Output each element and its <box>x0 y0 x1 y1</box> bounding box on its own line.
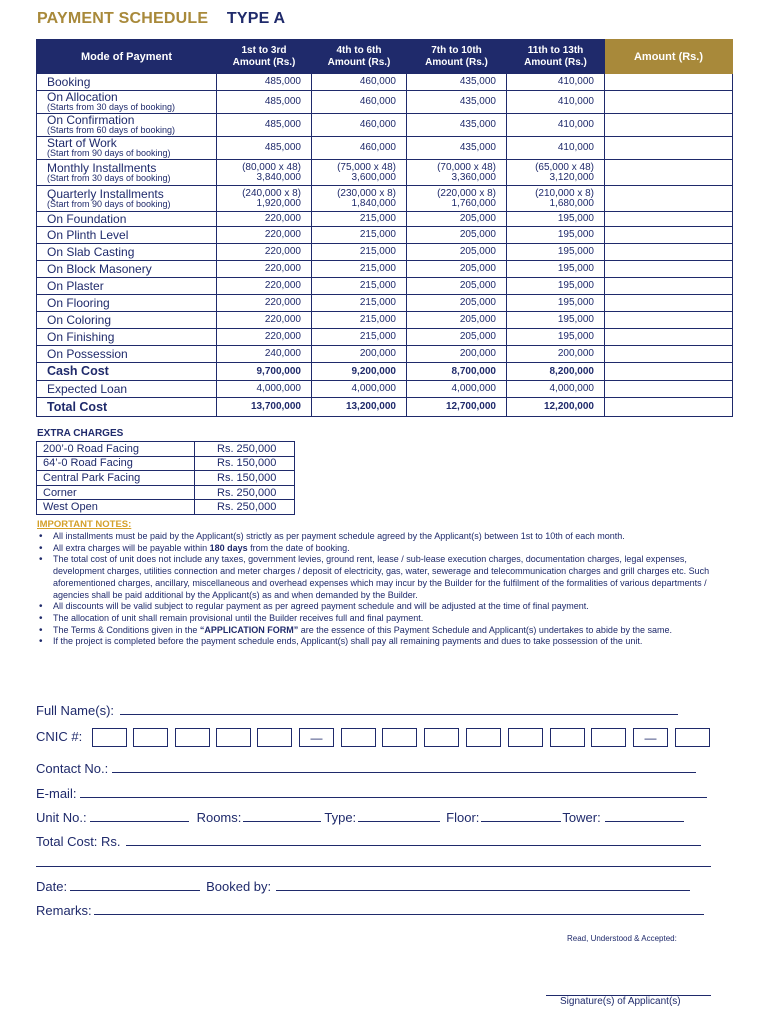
amount-input-cell[interactable] <box>605 312 733 329</box>
row-label-text: Cash Cost <box>47 364 109 378</box>
table-row <box>37 186 733 212</box>
cell-col-1: 240,000 <box>217 346 312 363</box>
cnic-digit-box[interactable] <box>675 728 710 747</box>
row-label <box>37 295 217 312</box>
cell-col-4: 410,000 <box>507 91 605 114</box>
table-row <box>37 295 733 312</box>
amount-input-cell[interactable] <box>605 91 733 114</box>
header-col-2: 4th to 6th Amount (Rs.) <box>312 40 407 74</box>
note-item: • All discounts will be valid subject to regular payment as per agreed payment schedule and will be adjusted at the time of final payment. <box>37 601 727 613</box>
cnic-digit-box[interactable] <box>424 728 459 747</box>
row-label-text: On Coloring <box>47 312 112 327</box>
payment-schedule-table <box>36 39 733 417</box>
cell-col-4: (210,000 x 8) 1,680,000 <box>507 186 605 212</box>
extra-charges-table <box>36 441 295 515</box>
table-row <box>37 212 733 227</box>
row-label <box>37 160 217 186</box>
cell-col-3: 8,700,000 <box>407 363 507 381</box>
cell-col-1: 220,000 <box>217 312 312 329</box>
type-label: Type: <box>324 810 357 825</box>
row-label-text: On Confirmation <box>47 113 135 127</box>
amount-input-cell[interactable] <box>605 346 733 363</box>
extra-charge-price: Rs. 250,000 <box>195 500 295 515</box>
row-label-text: Start of Work <box>47 136 117 150</box>
email-label: E-mail: <box>36 786 77 801</box>
amount-input-cell[interactable] <box>605 114 733 137</box>
row-label-text: On Slab Casting <box>47 244 135 259</box>
full-name-row <box>36 703 678 718</box>
header-amount: Amount (Rs.) <box>605 40 733 74</box>
cell-col-2: 215,000 <box>312 227 407 244</box>
unit-field[interactable] <box>90 821 189 822</box>
extra-charge-label: West Open <box>37 500 195 515</box>
cnic-label-row <box>36 729 82 744</box>
cell-col-2: 215,000 <box>312 278 407 295</box>
row-label-text: On Finishing <box>47 329 115 344</box>
cell-col-1: 485,000 <box>217 114 312 137</box>
table-row <box>37 227 733 244</box>
cell-col-3: 435,000 <box>407 114 507 137</box>
cell-col-4: 410,000 <box>507 114 605 137</box>
cell-col-1: 485,000 <box>217 74 312 91</box>
cell-col-2: 460,000 <box>312 137 407 160</box>
cell-col-1: 220,000 <box>217 295 312 312</box>
amount-input-cell[interactable] <box>605 329 733 346</box>
contact-label: Contact No.: <box>36 761 109 776</box>
cell-col-1: (240,000 x 8) 1,920,000 <box>217 186 312 212</box>
amount-input-cell[interactable] <box>605 295 733 312</box>
header-col-3: 7th to 10th Amount (Rs.) <box>407 40 507 74</box>
cell-col-1: 220,000 <box>217 244 312 261</box>
notes-title: IMPORTANT NOTES: <box>37 519 132 530</box>
table-row <box>37 244 733 261</box>
cell-col-3: 200,000 <box>407 346 507 363</box>
cnic-digit-box[interactable] <box>257 728 292 747</box>
cell-col-3: 205,000 <box>407 261 507 278</box>
extra-charge-row <box>37 442 295 457</box>
cell-col-4: 195,000 <box>507 312 605 329</box>
row-label-text: Total Cost <box>47 399 108 414</box>
total-cost-label: Total Cost: Rs. <box>36 834 121 849</box>
cnic-digit-box[interactable] <box>466 728 501 747</box>
cell-col-2: 460,000 <box>312 114 407 137</box>
extra-charge-price: Rs. 150,000 <box>195 456 295 471</box>
row-label-text: Monthly Installments <box>47 160 157 175</box>
amount-input-cell[interactable] <box>605 244 733 261</box>
amount-input-cell[interactable] <box>605 74 733 91</box>
row-label <box>37 381 217 398</box>
note-item: • All installments must be paid by the Applicant(s) strictly as per payment schedule agreed by the Applicant(s) between 1st to 10th of each month. <box>37 531 727 543</box>
title-main: PAYMENT SCHEDULE <box>37 10 209 27</box>
amount-input-cell[interactable] <box>605 212 733 227</box>
date-row <box>36 879 690 894</box>
cell-col-4: 195,000 <box>507 212 605 227</box>
notes-list <box>37 531 727 648</box>
cell-col-1: 220,000 <box>217 212 312 227</box>
table-row <box>37 346 733 363</box>
row-label-text: On Possession <box>47 346 128 361</box>
cell-col-4: 410,000 <box>507 74 605 91</box>
type-field[interactable] <box>358 821 440 822</box>
row-label <box>37 312 217 329</box>
cell-col-1: 485,000 <box>217 137 312 160</box>
table-row <box>37 381 733 398</box>
cell-col-2: (75,000 x 48) 3,600,000 <box>312 160 407 186</box>
cell-col-4: 195,000 <box>507 227 605 244</box>
cell-col-4: 8,200,000 <box>507 363 605 381</box>
cell-col-4: 195,000 <box>507 244 605 261</box>
row-label <box>37 363 217 381</box>
extra-charge-row <box>37 485 295 500</box>
row-label <box>37 244 217 261</box>
row-sublabel: (Start from 90 days of booking) <box>47 148 171 158</box>
note-item: • If the project is completed before the payment schedule ends, Applicant(s) shall pay all remaining payments and dues to take possession of the unit. <box>37 636 727 648</box>
unit-label: Unit No.: <box>36 810 87 825</box>
row-label-text: On Flooring <box>47 295 110 310</box>
row-label-text: On Allocation <box>47 90 118 104</box>
table-row <box>37 114 733 137</box>
cell-col-1: 485,000 <box>217 91 312 114</box>
cell-col-2: 215,000 <box>312 212 407 227</box>
table-row <box>37 91 733 114</box>
extra-charge-label: Corner <box>37 485 195 500</box>
cell-col-2: 460,000 <box>312 91 407 114</box>
table-row <box>37 278 733 295</box>
cell-col-3: 12,700,000 <box>407 398 507 417</box>
cell-col-2: (230,000 x 8) 1,840,000 <box>312 186 407 212</box>
cnic-digit-box[interactable] <box>175 728 210 747</box>
row-label-text: On Foundation <box>47 211 127 226</box>
row-label-text: Quarterly Installments <box>47 186 164 201</box>
cell-col-4: 195,000 <box>507 261 605 278</box>
extra-charges-title: EXTRA CHARGES <box>37 428 124 439</box>
signature-label: Signature(s) of Applicant(s) <box>560 996 681 1007</box>
tower-label: Tower: <box>562 810 601 825</box>
email-field[interactable] <box>80 797 707 798</box>
cell-col-4: 195,000 <box>507 278 605 295</box>
unit-row <box>36 810 684 825</box>
cell-col-3: 4,000,000 <box>407 381 507 398</box>
cnic-digit-box[interactable] <box>508 728 543 747</box>
row-label <box>37 137 217 160</box>
row-label <box>37 278 217 295</box>
row-label-text: On Plinth Level <box>47 227 129 242</box>
cell-col-3: 435,000 <box>407 137 507 160</box>
row-label <box>37 329 217 346</box>
cell-col-2: 215,000 <box>312 329 407 346</box>
extra-charge-row <box>37 500 295 515</box>
table-row <box>37 74 733 91</box>
full-name-label: Full Name(s): <box>36 703 115 718</box>
cell-col-4: 12,200,000 <box>507 398 605 417</box>
total-cost-row <box>36 834 701 849</box>
cnic-label: CNIC #: <box>36 729 83 744</box>
table-row <box>37 329 733 346</box>
amount-input-cell[interactable] <box>605 160 733 186</box>
tower-field[interactable] <box>605 821 684 822</box>
cell-col-2: 9,200,000 <box>312 363 407 381</box>
date-label: Date: <box>36 879 68 894</box>
cnic-dash: — <box>299 728 334 747</box>
extra-charge-price: Rs. 250,000 <box>195 442 295 457</box>
read-understood-accepted: Read, Understood & Accepted: <box>567 934 677 943</box>
row-label <box>37 398 217 417</box>
amount-input-cell[interactable] <box>605 227 733 244</box>
rooms-field[interactable] <box>243 821 321 822</box>
note-item: • The Terms & Conditions given in the “APPLICATION FORM” are the essence of this Payment Schedule and Applicant(s) undertakes to abide by the same. <box>37 625 727 637</box>
extra-charge-row <box>37 471 295 486</box>
cell-col-1: 220,000 <box>217 227 312 244</box>
header-col-1: 1st to 3rd Amount (Rs.) <box>217 40 312 74</box>
cell-col-4: 200,000 <box>507 346 605 363</box>
row-sublabel: (Start from 30 days of booking) <box>47 172 171 183</box>
row-label <box>37 212 217 227</box>
cell-col-3: (70,000 x 48) 3,360,000 <box>407 160 507 186</box>
row-sublabel: (Starts from 30 days of booking) <box>47 102 176 112</box>
cell-col-1: 13,700,000 <box>217 398 312 417</box>
title-type: TYPE A <box>226 10 286 27</box>
cell-col-4: 4,000,000 <box>507 381 605 398</box>
total-cost-field[interactable] <box>126 845 701 846</box>
cell-col-3: 435,000 <box>407 74 507 91</box>
booked-by-field[interactable] <box>276 890 690 891</box>
cell-col-1: 4,000,000 <box>217 381 312 398</box>
amount-input-cell[interactable] <box>605 137 733 160</box>
row-label <box>37 346 217 363</box>
amount-input-cell[interactable] <box>605 381 733 398</box>
amount-input-cell[interactable] <box>605 261 733 278</box>
cell-col-1: 220,000 <box>217 329 312 346</box>
cell-col-3: (220,000 x 8) 1,760,000 <box>407 186 507 212</box>
extra-charge-price: Rs. 250,000 <box>195 485 295 500</box>
table-row <box>37 363 733 381</box>
cell-col-3: 205,000 <box>407 312 507 329</box>
cell-col-3: 205,000 <box>407 278 507 295</box>
note-item: • The allocation of unit shall remain provisional until the Builder receives full and final payment. <box>37 613 727 625</box>
cnic-digit-box[interactable] <box>216 728 251 747</box>
remarks-label: Remarks: <box>36 903 92 918</box>
row-label <box>37 74 217 91</box>
cell-col-2: 215,000 <box>312 244 407 261</box>
total-cost-field-extra-line[interactable] <box>36 866 711 867</box>
floor-label: Floor: <box>446 810 480 825</box>
row-label-text: Expected Loan <box>47 381 128 396</box>
rooms-label: Rooms: <box>196 810 242 825</box>
extra-charge-row <box>37 456 295 471</box>
cell-col-4: 195,000 <box>507 295 605 312</box>
amount-input-cell[interactable] <box>605 398 733 417</box>
cnic-digit-box[interactable] <box>382 728 417 747</box>
table-row <box>37 137 733 160</box>
cell-col-1: 220,000 <box>217 278 312 295</box>
contact-field[interactable] <box>112 772 696 773</box>
email-row <box>36 786 707 801</box>
cnic-dash: — <box>633 728 668 747</box>
row-label-text: On Plaster <box>47 278 104 293</box>
extra-charge-label: 200’-0 Road Facing <box>37 442 195 457</box>
cell-col-3: 205,000 <box>407 244 507 261</box>
note-item: • All extra charges will be payable within 180 days from the date of booking. <box>37 543 727 555</box>
note-item: • The total cost of unit does not include any taxes, government levies, ground rent, lease / sub-lease execution charges, documentation charges, legal expenses, development charges, utilities connection and meter charges / deposit of electricity, gas, water, sewerage and telecommunication charges and grill charges etc. Such aforementioned charges, ancillary, miscellaneous and overhead expenses which may incur by the Builder for the fulfilment of the formalities of various departments / agencies shall be paid additional by the Applicant(s) as and when demanded by the Builder. <box>37 554 727 601</box>
row-label-text: On Block Masonery <box>47 261 152 276</box>
cell-col-3: 205,000 <box>407 295 507 312</box>
header-mode: Mode of Payment <box>37 40 217 74</box>
cnic-digit-box[interactable] <box>133 728 168 747</box>
cell-col-3: 435,000 <box>407 91 507 114</box>
cnic-digit-box[interactable] <box>92 728 127 747</box>
cell-col-4: (65,000 x 48) 3,120,000 <box>507 160 605 186</box>
cell-col-3: 205,000 <box>407 212 507 227</box>
row-label <box>37 186 217 212</box>
page-title <box>37 10 285 28</box>
remarks-row <box>36 903 704 918</box>
cell-col-1: (80,000 x 48) 3,840,000 <box>217 160 312 186</box>
amount-input-cell[interactable] <box>605 186 733 212</box>
floor-field[interactable] <box>481 821 561 822</box>
row-label-text: Booking <box>47 74 91 89</box>
amount-input-cell[interactable] <box>605 363 733 381</box>
cell-col-1: 9,700,000 <box>217 363 312 381</box>
cell-col-2: 460,000 <box>312 74 407 91</box>
row-label <box>37 114 217 137</box>
booked-by-label: Booked by: <box>206 879 272 894</box>
extra-charge-price: Rs. 150,000 <box>195 471 295 486</box>
cell-col-4: 410,000 <box>507 137 605 160</box>
date-field[interactable] <box>70 890 200 891</box>
cell-col-2: 4,000,000 <box>312 381 407 398</box>
cell-col-3: 205,000 <box>407 329 507 346</box>
cell-col-1: 220,000 <box>217 261 312 278</box>
cnic-digit-box[interactable] <box>591 728 626 747</box>
cell-col-2: 215,000 <box>312 261 407 278</box>
row-label <box>37 91 217 114</box>
extra-charge-label: 64’-0 Road Facing <box>37 456 195 471</box>
table-row <box>37 312 733 329</box>
extra-charge-label: Central Park Facing <box>37 471 195 486</box>
table-row <box>37 160 733 186</box>
amount-input-cell[interactable] <box>605 278 733 295</box>
row-label <box>37 227 217 244</box>
cell-col-2: 13,200,000 <box>312 398 407 417</box>
cell-col-2: 215,000 <box>312 295 407 312</box>
header-col-4: 11th to 13th Amount (Rs.) <box>507 40 605 74</box>
row-sublabel: (Starts from 60 days of booking) <box>47 125 176 135</box>
remarks-field[interactable] <box>94 914 704 915</box>
cell-col-2: 200,000 <box>312 346 407 363</box>
full-name-field[interactable] <box>120 714 678 715</box>
cell-col-4: 195,000 <box>507 329 605 346</box>
cnic-digit-box[interactable] <box>550 728 585 747</box>
cell-col-3: 205,000 <box>407 227 507 244</box>
cell-col-2: 215,000 <box>312 312 407 329</box>
row-label <box>37 261 217 278</box>
table-header-row <box>37 40 733 74</box>
table-row <box>37 398 733 417</box>
table-row <box>37 261 733 278</box>
cnic-digit-box[interactable] <box>341 728 376 747</box>
contact-row <box>36 761 696 776</box>
row-sublabel: (Start from 90 days of booking) <box>47 198 171 209</box>
